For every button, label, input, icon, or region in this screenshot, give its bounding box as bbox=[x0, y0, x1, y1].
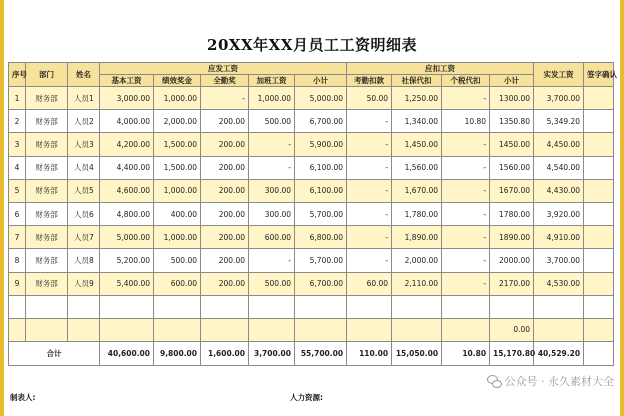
cell-sign[interactable] bbox=[584, 202, 614, 225]
cell-seq: 7 bbox=[9, 226, 26, 249]
col-header-attendance: 全勤奖 bbox=[201, 75, 249, 87]
cell-blank[interactable] bbox=[347, 318, 392, 341]
cell-subtotal-deduct: 2000.00 bbox=[490, 249, 534, 272]
cell-subtotal-payable: 5,900.00 bbox=[295, 133, 347, 156]
watermark-text: 公众号 · 永久素材大全 bbox=[504, 375, 614, 388]
cell-perf: 2,000.00 bbox=[154, 110, 201, 133]
cell-blank[interactable] bbox=[100, 318, 154, 341]
cell-basic: 4,600.00 bbox=[100, 179, 154, 202]
col-header-name: 姓名 bbox=[68, 63, 100, 87]
header-row-top bbox=[9, 63, 614, 75]
cell-net: 3,700.00 bbox=[534, 87, 584, 110]
cell-name: 人员3 bbox=[68, 133, 100, 156]
total-row bbox=[9, 342, 614, 366]
table-row bbox=[9, 226, 614, 249]
cell-subtotal-payable: 5,000.00 bbox=[295, 87, 347, 110]
cell-absence: 60.00 bbox=[347, 272, 392, 295]
cell-attendance: 200.00 bbox=[201, 226, 249, 249]
cell-blank[interactable] bbox=[490, 295, 534, 318]
cell-blank[interactable] bbox=[534, 318, 584, 341]
cell-subtotal-deduct: 1780.00 bbox=[490, 202, 534, 225]
cell-attendance: - bbox=[201, 87, 249, 110]
cell-basic: 4,200.00 bbox=[100, 133, 154, 156]
table-row bbox=[9, 249, 614, 272]
cell-perf: 1,500.00 bbox=[154, 156, 201, 179]
cell-dept: 财务部 bbox=[26, 179, 68, 202]
col-header-perf: 绩效奖金 bbox=[154, 75, 201, 87]
cell-subtotal-deduct: 1300.00 bbox=[490, 87, 534, 110]
cell-basic: 4,800.00 bbox=[100, 202, 154, 225]
header-row-sub bbox=[9, 75, 614, 87]
cell-blank[interactable] bbox=[201, 318, 249, 341]
total-sign[interactable] bbox=[584, 342, 614, 366]
table-row bbox=[9, 272, 614, 295]
cell-seq: 3 bbox=[9, 133, 26, 156]
col-header-social: 社保代扣 bbox=[392, 75, 442, 87]
cell-attendance: 200.00 bbox=[201, 179, 249, 202]
cell-dept: 财务部 bbox=[26, 133, 68, 156]
hr-label: 人力资源: bbox=[290, 393, 323, 402]
cell-absence: - bbox=[347, 110, 392, 133]
cell-name: 人员5 bbox=[68, 179, 100, 202]
col-header-subtotal-deduct: 小计 bbox=[490, 75, 534, 87]
cell-seq: 1 bbox=[9, 87, 26, 110]
cell-blank[interactable] bbox=[295, 318, 347, 341]
cell-blank[interactable] bbox=[392, 295, 442, 318]
col-header-overtime: 加班工资 bbox=[249, 75, 295, 87]
cell-absence: 50.00 bbox=[347, 87, 392, 110]
cell-seq: 6 bbox=[9, 202, 26, 225]
watermark bbox=[487, 373, 615, 389]
col-header-seq: 序号 bbox=[9, 63, 26, 87]
cell-social: 1,670.00 bbox=[392, 179, 442, 202]
cell-perf: 1,500.00 bbox=[154, 133, 201, 156]
cell-net: 4,910.00 bbox=[534, 226, 584, 249]
cell-blank[interactable] bbox=[154, 295, 201, 318]
cell-net: 4,450.00 bbox=[534, 133, 584, 156]
cell-subtotal-deduct: 1350.80 bbox=[490, 110, 534, 133]
total-overtime: 3,700.00 bbox=[249, 342, 295, 366]
cell-tax: 10.80 bbox=[442, 110, 490, 133]
cell-sign[interactable] bbox=[584, 87, 614, 110]
salary-table bbox=[8, 62, 618, 366]
total-basic: 40,600.00 bbox=[100, 342, 154, 366]
cell-attendance: 200.00 bbox=[201, 133, 249, 156]
cell-absence: - bbox=[347, 179, 392, 202]
cell-name: 人员4 bbox=[68, 156, 100, 179]
cell-overtime: 300.00 bbox=[249, 179, 295, 202]
cell-overtime: 300.00 bbox=[249, 202, 295, 225]
cell-name: 人员9 bbox=[68, 272, 100, 295]
cell-name: 人员2 bbox=[68, 110, 100, 133]
cell-basic: 3,000.00 bbox=[100, 87, 154, 110]
cell-net: 3,920.00 bbox=[534, 202, 584, 225]
cell-blank[interactable] bbox=[347, 295, 392, 318]
cell-basic: 5,000.00 bbox=[100, 226, 154, 249]
cell-blank[interactable] bbox=[249, 295, 295, 318]
cell-overtime: - bbox=[249, 156, 295, 179]
cell-blank[interactable] bbox=[584, 318, 614, 341]
table-row bbox=[9, 87, 614, 110]
cell-name: 人员6 bbox=[68, 202, 100, 225]
cell-name: 人员1 bbox=[68, 87, 100, 110]
cell-sign[interactable] bbox=[584, 249, 614, 272]
cell-seq: 9 bbox=[9, 272, 26, 295]
cell-tax: - bbox=[442, 226, 490, 249]
cell-perf: 1,000.00 bbox=[154, 87, 201, 110]
cell-attendance: 200.00 bbox=[201, 110, 249, 133]
cell-net: 4,540.00 bbox=[534, 156, 584, 179]
cell-sign[interactable] bbox=[584, 133, 614, 156]
cell-social: 2,000.00 bbox=[392, 249, 442, 272]
cell-overtime: 500.00 bbox=[249, 272, 295, 295]
table-row bbox=[9, 156, 614, 179]
cell-subtotal-deduct: 0.00 bbox=[490, 318, 534, 341]
col-header-dept: 部门 bbox=[26, 63, 68, 87]
col-group-deduct: 应扣工资 bbox=[347, 63, 534, 75]
preparer-label: 制表人: bbox=[10, 393, 36, 402]
cell-absence: - bbox=[347, 202, 392, 225]
cell-blank[interactable] bbox=[26, 295, 68, 318]
cell-subtotal-payable: 6,100.00 bbox=[295, 179, 347, 202]
cell-subtotal-payable: 6,700.00 bbox=[295, 110, 347, 133]
table-row-blank bbox=[9, 295, 614, 318]
cell-subtotal-payable: 5,700.00 bbox=[295, 249, 347, 272]
cell-attendance: 200.00 bbox=[201, 202, 249, 225]
cell-basic: 4,400.00 bbox=[100, 156, 154, 179]
cell-attendance: 200.00 bbox=[201, 249, 249, 272]
cell-sign[interactable] bbox=[584, 272, 614, 295]
cell-blank[interactable] bbox=[249, 318, 295, 341]
cell-dept: 财务部 bbox=[26, 249, 68, 272]
cell-blank[interactable] bbox=[26, 318, 68, 341]
table-body bbox=[9, 87, 614, 366]
total-label: 合计 bbox=[9, 342, 100, 366]
cell-blank[interactable] bbox=[100, 295, 154, 318]
cell-sign[interactable] bbox=[584, 179, 614, 202]
cell-subtotal-deduct: 1670.00 bbox=[490, 179, 534, 202]
cell-perf: 600.00 bbox=[154, 272, 201, 295]
cell-basic: 4,000.00 bbox=[100, 110, 154, 133]
cell-absence: - bbox=[347, 226, 392, 249]
cell-blank[interactable] bbox=[392, 318, 442, 341]
cell-tax: - bbox=[442, 133, 490, 156]
cell-perf: 500.00 bbox=[154, 249, 201, 272]
cell-subtotal-deduct: 1890.00 bbox=[490, 226, 534, 249]
cell-overtime: 500.00 bbox=[249, 110, 295, 133]
cell-net: 3,700.00 bbox=[534, 249, 584, 272]
wechat-icon bbox=[487, 375, 501, 387]
col-header-absence: 考勤扣款 bbox=[347, 75, 392, 87]
cell-seq: 4 bbox=[9, 156, 26, 179]
cell-blank[interactable] bbox=[9, 318, 26, 341]
total-social: 15,050.00 bbox=[392, 342, 442, 366]
cell-subtotal-payable: 6,100.00 bbox=[295, 156, 347, 179]
cell-overtime: - bbox=[249, 133, 295, 156]
cell-overtime: - bbox=[249, 249, 295, 272]
cell-blank[interactable] bbox=[442, 295, 490, 318]
cell-blank[interactable] bbox=[68, 295, 100, 318]
cell-seq: 5 bbox=[9, 179, 26, 202]
col-group-payable: 应发工资 bbox=[100, 63, 347, 75]
cell-basic: 5,200.00 bbox=[100, 249, 154, 272]
col-header-sign: 签字确认 bbox=[584, 63, 614, 87]
cell-subtotal-deduct: 1560.00 bbox=[490, 156, 534, 179]
cell-social: 1,340.00 bbox=[392, 110, 442, 133]
cell-tax: - bbox=[442, 272, 490, 295]
cell-social: 1,250.00 bbox=[392, 87, 442, 110]
cell-seq: 2 bbox=[9, 110, 26, 133]
cell-perf: 1,000.00 bbox=[154, 179, 201, 202]
col-header-tax: 个税代扣 bbox=[442, 75, 490, 87]
page-title: 20XX年XX月员工工资明细表 bbox=[207, 36, 417, 54]
cell-net: 5,349.20 bbox=[534, 110, 584, 133]
cell-tax: - bbox=[442, 156, 490, 179]
cell-subtotal-payable: 5,700.00 bbox=[295, 202, 347, 225]
cell-blank[interactable] bbox=[534, 295, 584, 318]
cell-absence: - bbox=[347, 133, 392, 156]
cell-dept: 财务部 bbox=[26, 202, 68, 225]
total-tax: 10.80 bbox=[442, 342, 490, 366]
table-row bbox=[9, 110, 614, 133]
cell-perf: 1,000.00 bbox=[154, 226, 201, 249]
cell-tax: - bbox=[442, 202, 490, 225]
cell-overtime: 1,000.00 bbox=[249, 87, 295, 110]
col-header-net: 实发工资 bbox=[534, 63, 584, 87]
cell-blank[interactable] bbox=[295, 295, 347, 318]
cell-dept: 财务部 bbox=[26, 110, 68, 133]
cell-blank[interactable] bbox=[154, 318, 201, 341]
cell-social: 1,890.00 bbox=[392, 226, 442, 249]
cell-blank[interactable] bbox=[68, 318, 100, 341]
cell-sign[interactable] bbox=[584, 110, 614, 133]
cell-attendance: 200.00 bbox=[201, 156, 249, 179]
cell-subtotal-deduct: 2170.00 bbox=[490, 272, 534, 295]
cell-subtotal-deduct: 1450.00 bbox=[490, 133, 534, 156]
cell-tax: - bbox=[442, 87, 490, 110]
cell-sign[interactable] bbox=[584, 226, 614, 249]
cell-net: 4,530.00 bbox=[534, 272, 584, 295]
cell-dept: 财务部 bbox=[26, 156, 68, 179]
cell-dept: 财务部 bbox=[26, 226, 68, 249]
total-perf: 9,800.00 bbox=[154, 342, 201, 366]
cell-overtime: 600.00 bbox=[249, 226, 295, 249]
cell-absence: - bbox=[347, 156, 392, 179]
total-net: 40,529.20 bbox=[534, 342, 584, 366]
cell-dept: 财务部 bbox=[26, 272, 68, 295]
cell-subtotal-payable: 6,700.00 bbox=[295, 272, 347, 295]
cell-seq: 8 bbox=[9, 249, 26, 272]
col-header-basic: 基本工资 bbox=[100, 75, 154, 87]
cell-tax: - bbox=[442, 179, 490, 202]
cell-tax: - bbox=[442, 249, 490, 272]
cell-attendance: 200.00 bbox=[201, 272, 249, 295]
total-absence: 110.00 bbox=[347, 342, 392, 366]
cell-basic: 5,400.00 bbox=[100, 272, 154, 295]
total-subtotal-payable: 55,700.00 bbox=[295, 342, 347, 366]
cell-name: 人员8 bbox=[68, 249, 100, 272]
cell-absence: - bbox=[347, 249, 392, 272]
cell-net: 4,430.00 bbox=[534, 179, 584, 202]
col-header-subtotal-payable: 小计 bbox=[295, 75, 347, 87]
total-subtotal-deduct: 15,170.80 bbox=[490, 342, 534, 366]
cell-sign[interactable] bbox=[584, 156, 614, 179]
cell-social: 1,560.00 bbox=[392, 156, 442, 179]
cell-social: 1,450.00 bbox=[392, 133, 442, 156]
total-attendance: 1,600.00 bbox=[201, 342, 249, 366]
table-row bbox=[9, 202, 614, 225]
cell-blank[interactable] bbox=[442, 318, 490, 341]
cell-blank[interactable] bbox=[9, 295, 26, 318]
cell-social: 1,780.00 bbox=[392, 202, 442, 225]
cell-dept: 财务部 bbox=[26, 87, 68, 110]
table-row bbox=[9, 133, 614, 156]
cell-perf: 400.00 bbox=[154, 202, 201, 225]
cell-name: 人员7 bbox=[68, 226, 100, 249]
table-row bbox=[9, 179, 614, 202]
cell-blank[interactable] bbox=[201, 295, 249, 318]
cell-blank[interactable] bbox=[584, 295, 614, 318]
cell-social: 2,110.00 bbox=[392, 272, 442, 295]
table-row-blank bbox=[9, 318, 614, 341]
cell-subtotal-payable: 6,800.00 bbox=[295, 226, 347, 249]
